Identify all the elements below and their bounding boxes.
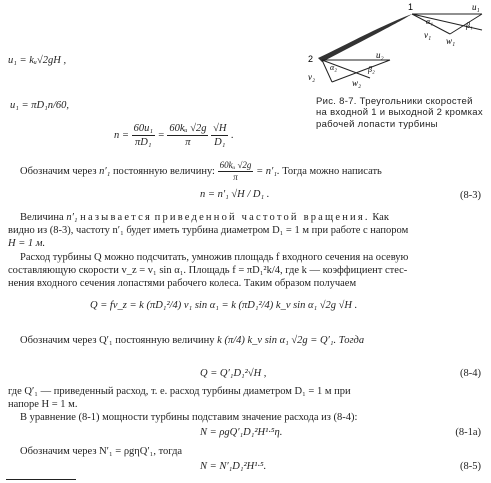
fig-label-a2: α₂: [330, 63, 337, 72]
fig-label-u2: u₂: [376, 50, 384, 60]
para-6: В уравнение (8-1) мощности турбины подставим значение расхода из (8-4):: [20, 412, 358, 423]
eq-n: n = $\frac{\text{60u₁}}{\text{πD₁}}$ = $\frac{\text{60kᵤ √2g}}{\pi}$ $\frac{√H}{\text{D₁}}$ .: [114, 123, 234, 149]
eq-8-3: n = n′₁ √H / D₁ .: [200, 189, 270, 200]
para-3-line3: нения входного сечения лопастями рабочего колеса. Таким образом получаем: [8, 278, 357, 289]
eq-8-5: N = N′₁D₁²H¹·⁵.: [200, 461, 267, 472]
eq-u1n: u₁ = πD₁n/60,: [10, 100, 70, 111]
velocity-triangles-figure: [300, 2, 490, 90]
para-7: Обозначим через N′₁ = ρgηQ′₁, тогда: [20, 446, 183, 457]
eq-q: Q = fv_z = k (πD₁²/4) v₁ sin α₁ = k (πD₁²/4) k_v sin α₁ √2g √H .: [90, 300, 358, 311]
blade-profile: [318, 14, 412, 62]
para-4: Обозначим через Q′₁ постоянную величину k (π/4) k_v sin α₁ √2g = Q′₁. Тогда: [20, 335, 365, 346]
para-3-line1: Расход турбины Q можно подсчитать, умножив площадь f входного сечения на осевую: [20, 252, 409, 263]
footnote-rule: [6, 479, 76, 480]
fig-label-b2: β₂: [368, 65, 375, 74]
eq-num-8-4: (8-4): [460, 368, 481, 379]
para-5-line2: напоре H = 1 м.: [8, 399, 78, 410]
figure-caption: Рис. 8-7. Треугольники скоростей на входной 1 и выходной 2 кромках рабочей лопасти турбины: [316, 96, 483, 130]
para-2-line1: Величина n′₁ называется приведенной частотой вращения. Как: [20, 212, 389, 223]
eq-8-1a: N = ρgQ′₁D₁²H¹·⁵η.: [200, 427, 283, 438]
para-1: Обозначим через n′₁ постоянную величину: $\frac{\text{60kᵤ √2g}}{\pi}$ = n′₁. Тогда можно написать: [20, 160, 382, 183]
fig-label-v1: v₁: [424, 30, 432, 40]
eq-num-8-3: (8-3): [460, 190, 481, 201]
fig-label-b1: β₁: [466, 21, 473, 30]
para-2-line3: H = 1 м.: [8, 238, 46, 249]
para-2-line2: видно из (8-3), частоту n′₁ будет иметь турбина диаметром D₁ = 1 м при работе с напором: [8, 225, 409, 236]
fig-label-n1: 1: [408, 2, 414, 12]
fig-label-w2: w₂: [352, 78, 362, 88]
fig-label-n2: 2: [308, 54, 314, 64]
fig-label-a1: α₁: [426, 17, 433, 26]
fig-label-w1: w₁: [446, 36, 456, 46]
eq-num-8-1a: (8-1а): [455, 427, 481, 438]
fig-label-v2: v₂: [308, 72, 316, 82]
eq-8-4: Q = Q′₁D₁²√H ,: [200, 368, 267, 379]
para-3-line2: составляющую скорости v_z = v₁ sin α₁. Площадь f = πD₁²k/4, где k — коэффициент стес-: [8, 265, 408, 276]
eq-num-8-5: (8-5): [460, 461, 481, 472]
para-5-line1: где Q′₁ — приведенный расход, т. е. расход турбины диаметром D₁ = 1 м при: [8, 386, 351, 397]
eq-u1: u₁ = kᵤ√2gH ,: [8, 55, 67, 66]
fig-label-u1: u₁: [472, 2, 480, 12]
